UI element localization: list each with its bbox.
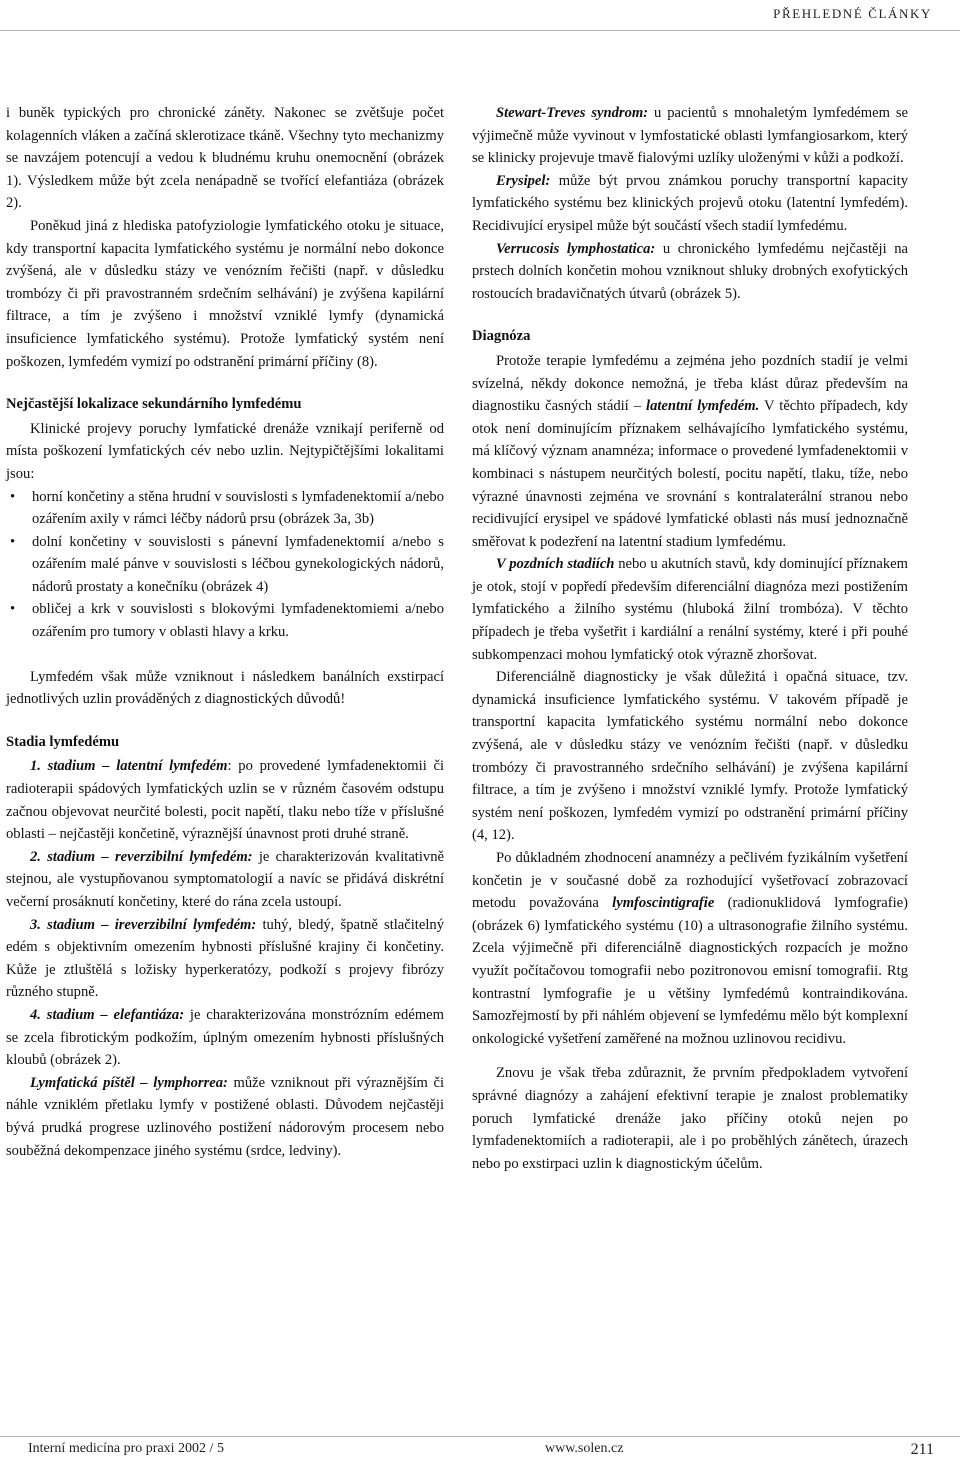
page-number: 211 (910, 1441, 934, 1458)
stage-4-text: je charakterizována monstrózním edémem se zcela fibrotickým podkožím, úplným omezením hybnosti příslušných kloubů (obrázek 2). (6, 1006, 444, 1069)
footer-divider (0, 1436, 960, 1437)
stage-2-lead: 2. stadium – reverzibilní lymfedém: (30, 848, 253, 865)
list-item-text: horní končetiny a stěna hrudní v souvislosti s lymfadenektomií a/nebo ozářením axily v rámci léčby nádorů prsu (obrázek 3a, 3b) (32, 488, 444, 528)
erysipel-lead: Erysipel: (496, 172, 551, 189)
paragraph: Klinické projevy poruchy lymfatické drenáže vznikají periferně od místa poškození lymfatických cév nebo uzlin. Nejtypičtějšími lokalitami jsou: (6, 420, 444, 482)
stage-4-lead: 4. stadium – elefantiáza: (30, 1006, 185, 1023)
stage-3-lead: 3. stadium – ireverzibilní lymfedém: (30, 916, 257, 933)
fistula-lead: Lymfatická píštěl – lymphorrea: (30, 1074, 228, 1091)
spacer (472, 1050, 908, 1062)
stewart-lead: Stewart-Treves syndrom: (496, 105, 649, 121)
diagnosis-text: Protože terapie lymfedému a zejména jeho pozdních stadií je velmi svízelná, někdy dokonce nemožná, je třeba klást důraz především na diagnostiku časných stádií – (472, 352, 908, 415)
paragraph: i buněk typických pro chronické záněty. Nakonec se zvětšuje počet kolagenních vláken a začíná sklerotizace tkáně. Všechny tyto mechanizmy se navzájem potencují a vedou k bludnému kruhu onemocnění (obrázek 1). Výsledkem může být zcela nenápadně se tvořící elefantiáza (obrázek 2). (6, 105, 444, 212)
left-column (6, 102, 444, 1162)
bullet-icon: • (10, 533, 16, 550)
paragraph: Poněkud jiná z hlediska patofyziologie lymfatického otoku je situace, kdy transportní kapacita lymfatického systému je normální nebo dokonce zvýšená, ale v důsledku stázy ve venózním řečišti (např. v důsledku trombózy či při pravostranném srdečním selhávání) je zvýšena kapilární filtrace, a tím je zvýšeno i množství vzniklé lymfy (dynamická insuficience lymfatického systému). Protože lymfatický systém není poškozen, lymfedém vymizí po odstranění primární příčiny (8). (6, 217, 444, 370)
latent-lymphedema-emphasis: latentní lymfedém. (646, 398, 760, 415)
bullet-icon: • (10, 488, 16, 505)
spacer (6, 644, 444, 666)
diagnosis-paragraph-2 (472, 553, 908, 666)
stage-3-text: tuhý, bledý, špatně stlačitelný edém s objektivním omezením hybnosti příslušné krajiny či končetiny. Kůže je ztluštělá s ložisky hyperkeratózy, podkoží s projevy fibrózy různého stupně. (6, 916, 444, 1001)
stage-3-paragraph (6, 914, 444, 1004)
stewart-text: u pacientů s mnohaletým lymfedémem se výjimečně může vyvinout v lymfostatické oblasti lymfangiosarkom, který se klinicky projevuje tmavě fialovými uzlíky uloženými v kůži a podkoží. (472, 105, 908, 167)
diagnosis-text: V těchto případech, kdy otok není dominujícím příznakem selhávajícího lymfatického systému, má klíčový význam anamnéza; informace o provedené lymfadenektomii v kombinaci s nástupem neurčitých bolestí, pocitu napětí, tlaku, tíže, nebo výrazné únavnosti zejména ve srovnání s kontralaterální stranou nebo recidivující erysipel ve spádové lymfatické oblasti nás musí jednoznačně směřovat k podezření na latentní stadium lymfedému. (472, 398, 908, 550)
stewart-paragraph (472, 102, 908, 170)
right-column (472, 102, 908, 1175)
journal-citation: Interní medicína pro praxi 2002 / 5 (28, 1441, 224, 1456)
diagnosis-text: nebo u akutních stavů, kdy dominující příznakem je otok, stojí v popředí především diferenciální diagnóza mezi postižením lymfatického a žilního systému (hluboká žilní trombóza). V těchto případech je třeba vyšetřit i kardiální a renální systémy, které i při pouhé subkompenzaci mohou lymfatický otok výrazně zhoršovat. (472, 556, 909, 663)
header-divider (0, 30, 960, 31)
list-item-text: dolní končetiny v souvislosti s pánevní lymfadenektomií a/nebo s ozářením malé pánve v souvislosti s léčbou gynekologických nádorů, nádorů prostaty a konečníku (obrázek 4) (32, 533, 444, 595)
verrucosis-lead: Verrucosis lymphostatica: (496, 240, 656, 257)
paragraph: Lymfedém však může vzniknout i následkem banálních exstirpací jednotlivých uzlin prováděných z diagnostických důvodů! (6, 668, 444, 708)
stage-1-paragraph (6, 755, 444, 845)
list-item (6, 531, 444, 599)
list-item-text: obličej a krk v souvislosti s blokovými lymfadenektomiemi a/nebo ozářením pro tumory v oblasti hlavy a krku. (32, 601, 444, 641)
fistula-paragraph (6, 1072, 444, 1162)
section-heading-stages: Stadia lymfedému (6, 733, 120, 750)
section-heading-localization: Nejčastější lokalizace sekundárního lymfedému (6, 396, 302, 413)
diagnosis-paragraph-4 (472, 847, 908, 1050)
bullet-icon: • (10, 601, 16, 618)
diagnosis-paragraph-5: Znovu je však třeba zdůraznit, že prvním předpokladem vytvoření správné diagnózy a zahájení efektivní terapie je znalost problematiky poruch lymfatické drenáže jako příčiny otoků nejen po lymfadenektomiích a radioterapii, ale i po proběhlých zánětech, úrazech nebo po exstirpaci uzlin k diagnostickým účelům. (472, 1065, 908, 1172)
diagnosis-paragraph-3: Diferenciálně diagnosticky je však důležitá i opačná situace, tzv. dynamická insuficience lymfatického systému. V takovém případě je transportní kapacita lymfatického systému normální nebo dokonce zvýšená, ale v důsledku stázy ve venózním řečišti (např. v důsledku trombózy či pravostranného srdečního selhávání) je zvýšena kapilární filtrace, a tím je zvýšeno i množství vzniklé lymfy. Protože lymfatický systém není poškozen, lymfedém vymizí po odstranění primární příčiny (4, 12). (472, 669, 908, 844)
stage-2-text: je charakterizován kvalitativně stejnou, ale vystupňovanou symptomatologií a navíc se přidává diskrétní večerní prosáknutí končetiny, které do rána zcela ustoupí. (6, 848, 444, 910)
stage-2-paragraph (6, 846, 444, 914)
fistula-text: může vzniknout při výraznějším či náhle vzniklém přetlaku lymfy v postižené oblasti. Důvodem nejčastěji bývá prudká progrese uzlinového postižení nádorovým procesem nebo souběžná dekompenzace jiného systému (srdce, ledviny). (6, 1074, 444, 1159)
diagnosis-text: Po důkladném zhodnocení anamnézy a pečlivém fyzikálním vyšetření končetin je v současné době za rozhodující vyšetřovací zobrazovací metodu považována (472, 850, 908, 912)
list-item (6, 598, 444, 643)
erysipel-text: může být prvou známkou poruchy transportní kapacity lymfatického systému bez klinických projevů otoku (latentní lymfedém). Recidivující erysipel může být součástí všech stadií lymfedému. (472, 172, 908, 234)
verrucosis-text: u chronického lymfedému nejčastěji na prstech dolních končetin mohou vzniknout shluky drobných exofytických rostoucích bradavičnatých útvarů (obrázek 5). (472, 240, 908, 302)
website-link[interactable]: www.solen.cz (545, 1441, 624, 1456)
erysipel-paragraph (472, 170, 908, 238)
stage-4-paragraph (6, 1004, 444, 1072)
stage-1-text: : po provedené lymfadenektomii či radioterapii spádových lymfatických uzlin se v různém časovém odstupu začnou objevovat neurčité bolesti, pocit napětí, tlaku nebo tíže v příslušné oblasti – nejčastěji končetině, výraznější únavnost proti druhé straně. (6, 758, 445, 843)
section-heading-diagnosis: Diagnóza (472, 328, 531, 345)
late-stages-emphasis: V pozdních stadiích (496, 556, 615, 573)
list-item (6, 486, 444, 531)
diagnosis-text: (radionuklidová lymfografie) (obrázek 6) lymfatického systému (10) a ultrasonografie žilního systému. Zcela výjimečně při diferenciálně diagnostických rozpacích je možno využít počítačovou tomografii nebo pozitronovou emisní tomografii. Rtg kontrastní lymfografie je u většiny lymfedémů kontraindikována. Samozřejmostí by při náhlém objevení se lymfedému mělo být komplexní onkologické vyšetření zaměřené na možnou uzlinovou recidivu. (472, 895, 908, 1047)
stage-1-lead: 1. stadium – latentní lymfedém (30, 758, 228, 775)
section-label: PŘEHLEDNÉ ČLÁNKY (773, 6, 932, 21)
verrucosis-paragraph (472, 238, 908, 306)
lymphoscintigraphy-emphasis: lymfoscintigrafie (612, 895, 715, 912)
localization-list (6, 486, 444, 644)
diagnosis-paragraph-1 (472, 350, 908, 553)
